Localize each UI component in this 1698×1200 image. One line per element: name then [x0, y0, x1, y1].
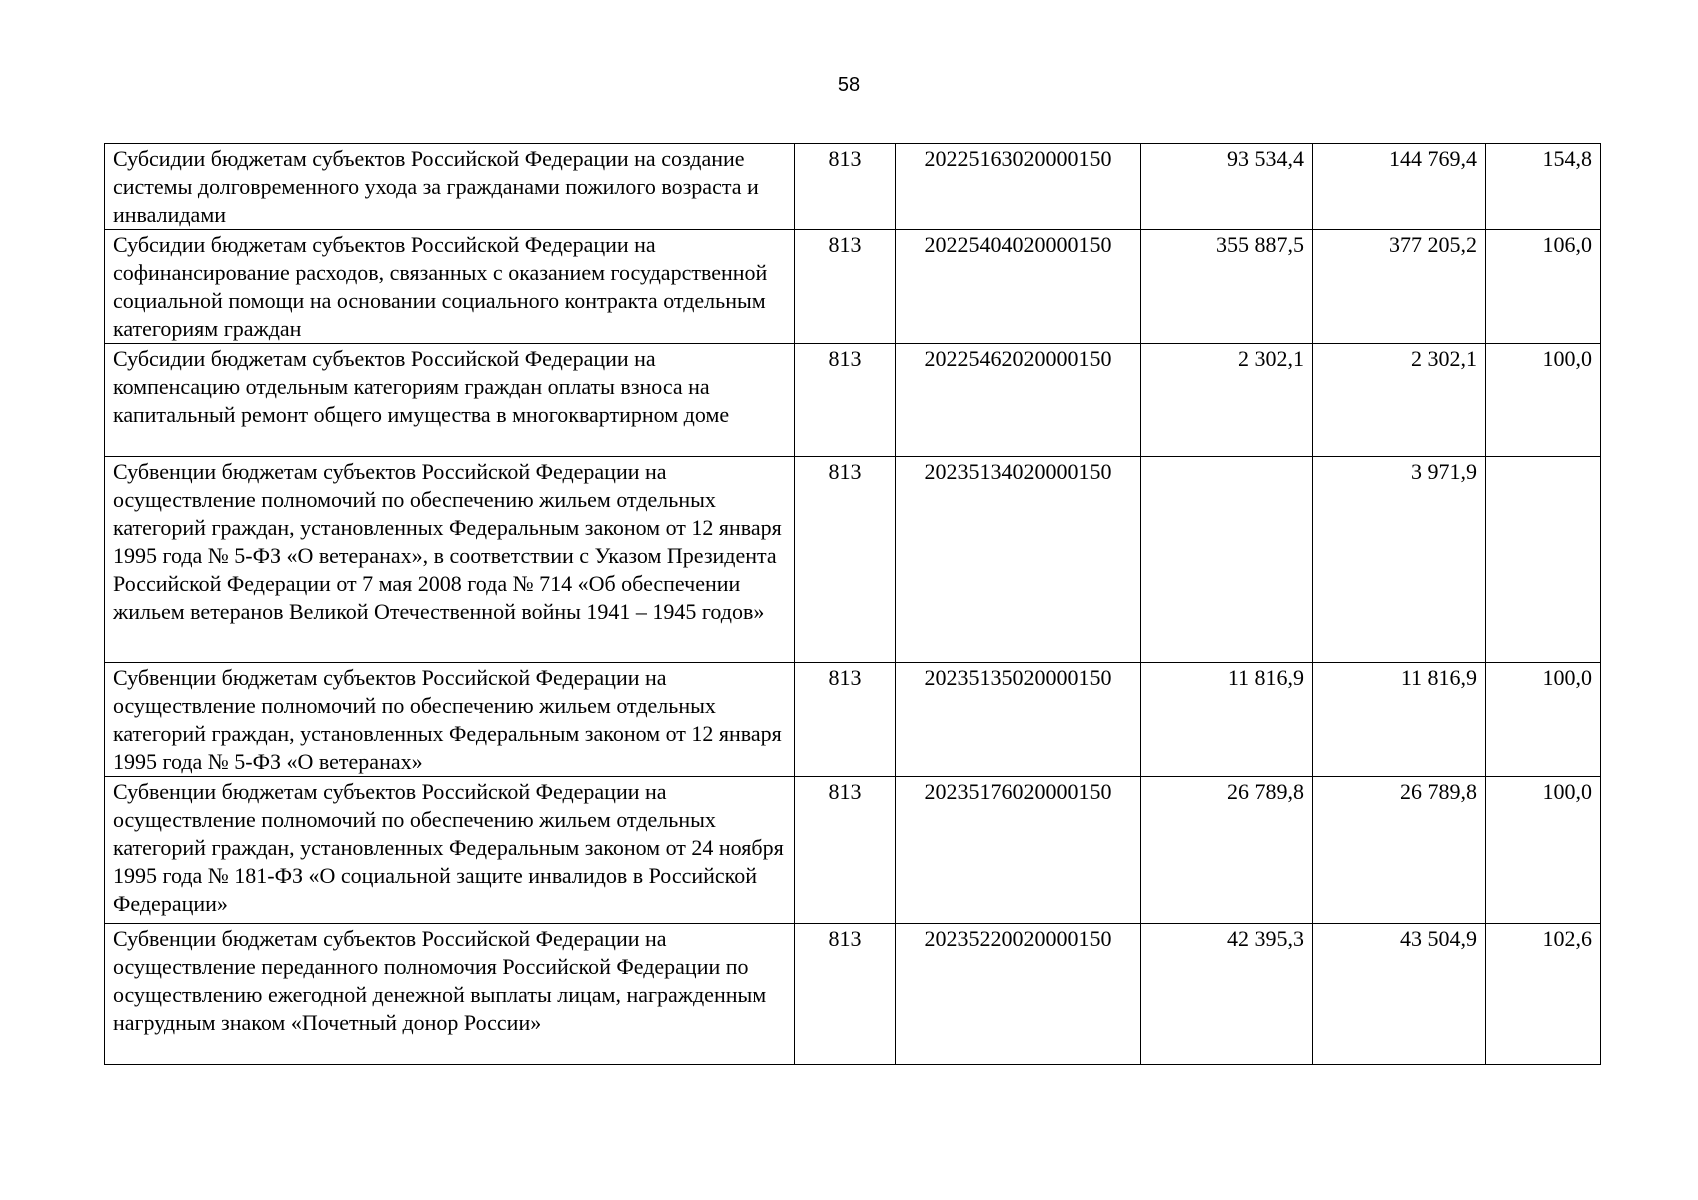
row-plan-cell	[1141, 457, 1313, 663]
row-admin-cell: 813	[795, 144, 896, 230]
row-percent-cell: 154,8	[1486, 144, 1601, 230]
row-actual-cell: 144 769,4	[1313, 144, 1486, 230]
row-code-cell: 20225404020000150	[896, 230, 1141, 344]
table-row	[105, 924, 1601, 1065]
row-percent-cell: 100,0	[1486, 777, 1601, 924]
table-row	[105, 344, 1601, 457]
row-code-cell: 20235220020000150	[896, 924, 1141, 1065]
page-number: 58	[837, 74, 861, 96]
row-name-cell: Субсидии бюджетам субъектов Российской Федерации на софинансирование расходов, связанных с оказанием государственной социальной помощи на основании социального контракта отдельным категориям граждан	[105, 230, 795, 344]
row-percent-cell: 100,0	[1486, 663, 1601, 777]
row-percent-cell: 102,6	[1486, 924, 1601, 1065]
row-actual-cell: 377 205,2	[1313, 230, 1486, 344]
row-admin-cell: 813	[795, 777, 896, 924]
row-actual-cell: 3 971,9	[1313, 457, 1486, 663]
row-code-cell: 20235134020000150	[896, 457, 1141, 663]
budget-table	[104, 143, 1601, 1065]
table-row	[105, 230, 1601, 344]
row-admin-cell: 813	[795, 344, 896, 457]
row-plan-cell: 355 887,5	[1141, 230, 1313, 344]
row-plan-cell: 11 816,9	[1141, 663, 1313, 777]
table-row	[105, 144, 1601, 230]
row-name-cell: Субвенции бюджетам субъектов Российской Федерации на осуществление переданного полномочия Российской Федерации по осуществлению ежегодной денежной выплаты лицам, награжденным нагрудным знаком «Почетный донор России»	[105, 924, 795, 1065]
row-actual-cell: 2 302,1	[1313, 344, 1486, 457]
row-plan-cell: 42 395,3	[1141, 924, 1313, 1065]
row-plan-cell: 93 534,4	[1141, 144, 1313, 230]
row-name-cell: Субсидии бюджетам субъектов Российской Федерации на компенсацию отдельным категориям граждан оплаты взноса на капитальный ремонт общего имущества в многоквартирном доме	[105, 344, 795, 457]
row-admin-cell: 813	[795, 663, 896, 777]
row-name-cell: Субвенции бюджетам субъектов Российской Федерации на осуществление полномочий по обеспечению жильем отдельных категорий граждан, установленных Федеральным законом от 12 января 1995 года № 5-ФЗ «О ветеранах»	[105, 663, 795, 777]
row-percent-cell: 106,0	[1486, 230, 1601, 344]
row-code-cell: 20225163020000150	[896, 144, 1141, 230]
row-actual-cell: 26 789,8	[1313, 777, 1486, 924]
row-admin-cell: 813	[795, 457, 896, 663]
row-name-cell: Субвенции бюджетам субъектов Российской Федерации на осуществление полномочий по обеспечению жильем отдельных категорий граждан, установленных Федеральным законом от 12 января 1995 года № 5-ФЗ «О ветеранах», в соответствии с Указом Президента Российской Федерации от 7 мая 2008 года № 714 «Об обеспечении жильем ветеранов Великой Отечественной войны 1941 – 1945 годов»	[105, 457, 795, 663]
row-admin-cell: 813	[795, 924, 896, 1065]
row-percent-cell	[1486, 457, 1601, 663]
row-plan-cell: 26 789,8	[1141, 777, 1313, 924]
row-actual-cell: 11 816,9	[1313, 663, 1486, 777]
row-name-cell: Субсидии бюджетам субъектов Российской Федерации на создание системы долговременного ухода за гражданами пожилого возраста и инвалидами	[105, 144, 795, 230]
row-code-cell: 20235176020000150	[896, 777, 1141, 924]
row-code-cell: 20235135020000150	[896, 663, 1141, 777]
row-plan-cell: 2 302,1	[1141, 344, 1313, 457]
table-row	[105, 777, 1601, 924]
table-row	[105, 663, 1601, 777]
row-actual-cell: 43 504,9	[1313, 924, 1486, 1065]
row-name-cell: Субвенции бюджетам субъектов Российской Федерации на осуществление полномочий по обеспечению жильем отдельных категорий граждан, установленных Федеральным законом от 24 ноября 1995 года № 181-ФЗ «О социальной защите инвалидов в Российской Федерации»	[105, 777, 795, 924]
row-percent-cell: 100,0	[1486, 344, 1601, 457]
table-row	[105, 457, 1601, 663]
row-admin-cell: 813	[795, 230, 896, 344]
row-code-cell: 20225462020000150	[896, 344, 1141, 457]
